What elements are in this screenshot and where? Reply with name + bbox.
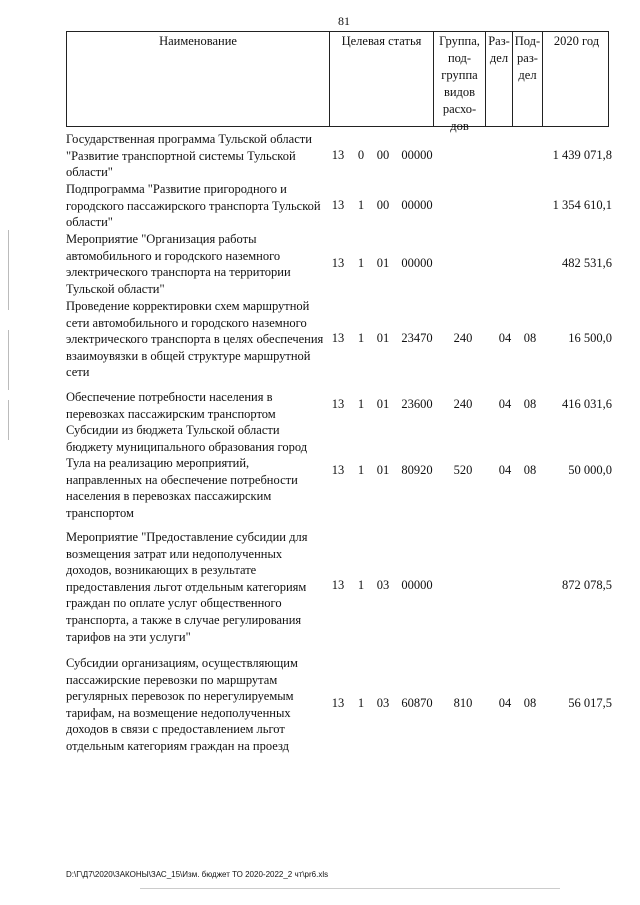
row-c1: 13 bbox=[331, 198, 345, 212]
scan-margin-mark bbox=[8, 400, 9, 440]
row-c2: 1 bbox=[357, 463, 365, 477]
row-name: Государственная программа Тульской области "Развитие транспортной системы Тульской области" bbox=[66, 132, 312, 180]
row-c1: 13 bbox=[331, 696, 345, 710]
row-amount: 50 000,0 bbox=[568, 463, 612, 477]
row-c2: 1 bbox=[357, 397, 365, 411]
row-name: Субсидии организациям, осуществляющим пассажирские перевозки по маршрутам регулярных перевозок по нерегулируемым тарифам, на возмещение недополученных доходов в связи с предоставлением льгот отдельным категориям граждан на проезд bbox=[66, 656, 298, 753]
row-c2: 1 bbox=[357, 198, 365, 212]
row-name: Мероприятие "Организация работы автомобильного и городского наземного электрического транспорта на территории Тульской области" bbox=[66, 232, 291, 296]
row-group: 240 bbox=[453, 397, 473, 411]
header-section: Раз-дел bbox=[485, 32, 512, 126]
table-header bbox=[66, 31, 609, 133]
row-group: 810 bbox=[453, 696, 473, 710]
row-amount: 1 439 071,8 bbox=[552, 148, 612, 162]
row-c3: 01 bbox=[376, 331, 390, 345]
row-c4: 00000 bbox=[401, 148, 433, 162]
header-expense-group: Группа, под-группа видов расхо-дов bbox=[433, 32, 485, 126]
row-amount: 482 531,6 bbox=[562, 256, 612, 270]
row-section: 04 bbox=[498, 696, 512, 710]
row-c2: 1 bbox=[357, 696, 365, 710]
row-c4: 60870 bbox=[401, 696, 433, 710]
row-group: 240 bbox=[453, 331, 473, 345]
row-c1: 13 bbox=[331, 463, 345, 477]
row-subsection: 08 bbox=[523, 397, 537, 411]
row-subsection: 08 bbox=[523, 331, 537, 345]
row-c1: 13 bbox=[331, 148, 345, 162]
row-amount: 872 078,5 bbox=[562, 578, 612, 592]
row-name: Проведение корректировки схем маршрутной сети автомобильного и городского наземного электрического транспорта в целях обеспечения взаимоувязки в общей структуре маршрутной сети bbox=[66, 299, 324, 380]
header-year: 2020 год bbox=[542, 32, 610, 126]
row-c4: 23470 bbox=[401, 331, 433, 345]
row-c2: 1 bbox=[357, 256, 365, 270]
row-c3: 01 bbox=[376, 397, 390, 411]
row-amount: 16 500,0 bbox=[568, 331, 612, 345]
row-c1: 13 bbox=[331, 578, 345, 592]
header-target-article: Целевая статья bbox=[329, 32, 433, 126]
scan-bottom-edge bbox=[140, 888, 560, 889]
file-path-footer: D:\Г\Д7\2020\ЗАКОНЫ\ЗАС_15\Изм. бюджет ТО 2020-2022_2 чт\pr6.xls bbox=[66, 870, 329, 879]
row-c2: 0 bbox=[357, 148, 365, 162]
row-c3: 00 bbox=[376, 198, 390, 212]
row-c4: 00000 bbox=[401, 578, 433, 592]
row-section: 04 bbox=[498, 397, 512, 411]
row-c4: 23600 bbox=[401, 397, 433, 411]
row-c1: 13 bbox=[331, 397, 345, 411]
row-subsection: 08 bbox=[523, 696, 537, 710]
row-name: Мероприятие "Предоставление субсидии для возмещения затрат или недополученных доходов, возникающих в результате предоставления льгот отдельным категориям граждан по оплате услуг общественного транспорта, а также в случае регулирования тарифов на эти услуги" bbox=[66, 530, 308, 644]
row-name: Подпрограмма "Развитие пригородного и городского пассажирского транспорта Тульской области" bbox=[66, 182, 321, 230]
header-subsection: Под-раз-дел bbox=[512, 32, 542, 126]
row-c3: 00 bbox=[376, 148, 390, 162]
row-name: Обеспечение потребности населения в перевозках пассажирским транспортом bbox=[66, 390, 276, 421]
page-number: 81 bbox=[338, 14, 350, 28]
row-subsection: 08 bbox=[523, 463, 537, 477]
row-c2: 1 bbox=[357, 578, 365, 592]
row-c1: 13 bbox=[331, 256, 345, 270]
row-group: 520 bbox=[453, 463, 473, 477]
row-c3: 01 bbox=[376, 463, 390, 477]
scan-margin-mark bbox=[8, 230, 9, 310]
row-section: 04 bbox=[498, 463, 512, 477]
row-amount: 1 354 610,1 bbox=[552, 198, 612, 212]
scan-margin-mark bbox=[8, 330, 9, 390]
row-amount: 416 031,6 bbox=[562, 397, 612, 411]
row-c3: 03 bbox=[376, 696, 390, 710]
row-c4: 00000 bbox=[401, 198, 433, 212]
row-amount: 56 017,5 bbox=[568, 696, 612, 710]
row-name: Субсидии из бюджета Тульской области бюджету муниципального образования город Тула на реализацию мероприятий, направленных на обеспечение потребности населения в перевозках пассажирским транспортом bbox=[66, 423, 308, 520]
row-section: 04 bbox=[498, 331, 512, 345]
header-name: Наименование bbox=[159, 34, 237, 48]
row-c2: 1 bbox=[357, 331, 365, 345]
row-c3: 03 bbox=[376, 578, 390, 592]
row-c4: 80920 bbox=[401, 463, 433, 477]
row-c3: 01 bbox=[376, 256, 390, 270]
row-c4: 00000 bbox=[401, 256, 433, 270]
row-c1: 13 bbox=[331, 331, 345, 345]
